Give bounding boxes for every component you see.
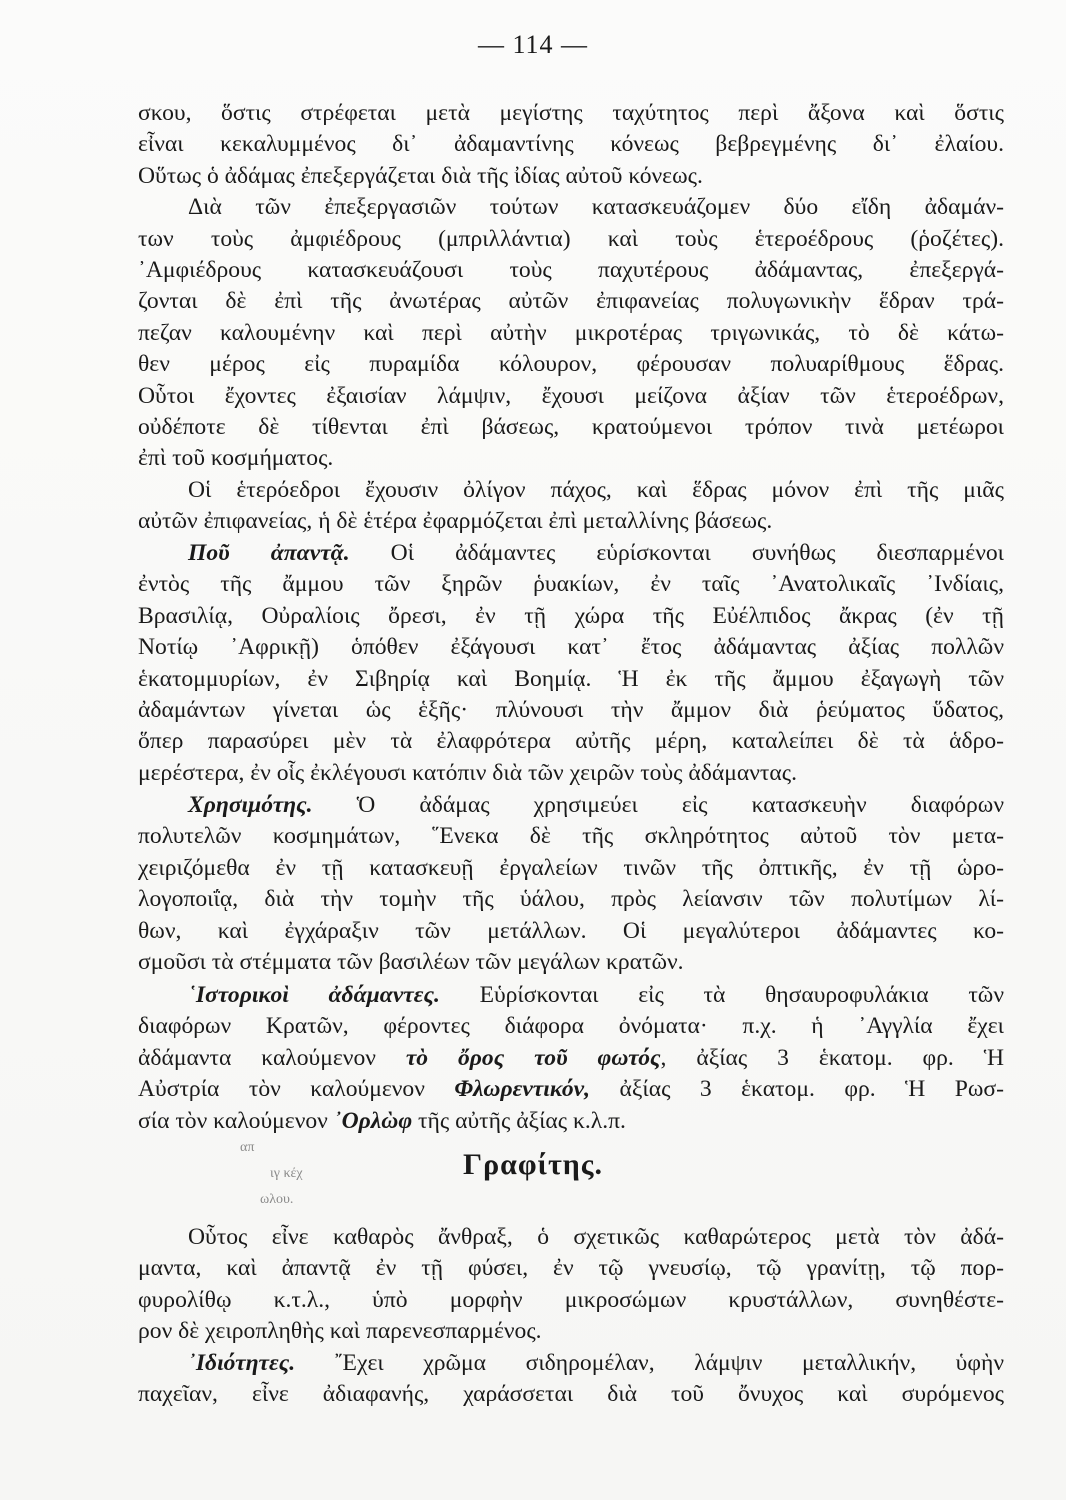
text-line: ρον δὲ χειροπληθὴς καὶ παρενεσπαρμένος. (138, 1318, 542, 1345)
text-line: Νοτίῳ ᾿Αφρικῇ) ὁπόθεν ἐξάγουσι κατ᾽ ἔτος ἀδάμαντας ἀξίας πολλῶν (138, 634, 1004, 661)
page-number: — 114 — (477, 30, 589, 59)
diamond-name-orlov: ᾿Ορλὼφ (333, 1107, 413, 1134)
section-heading-graphite: Γραφίτης. (463, 1148, 603, 1181)
paragraph-where-found (138, 538, 1004, 789)
text-line: φυρολίθῳ κ.τ.λ., ὑπὸ μορφὴν μικροσώμων κρυστάλλων, συνηθέστε- (138, 1286, 1004, 1313)
text-line: διαφόρων Κρατῶν, φέροντες διάφορα ὀνόματα· π.χ. ἡ ᾿Αγγλία ἔχει (138, 1013, 1004, 1040)
text-line: Διὰ τῶν ἐπεξεργασιῶν τούτων κατασκευάζομεν δύο εἴδη ἀδαμάν- (188, 194, 1004, 221)
text-line: ἀδαμάντων γίνεται ὡς ἑξῆς· πλύνουσι τὴν ἄμμον διὰ ῥεύματος ὕδατος, (138, 696, 1004, 723)
text-line: παχεῖαν, εἶνε ἀδιαφανής, χαράσσεται διὰ τοῦ ὄνυχος καὶ συρόμενος (138, 1381, 1004, 1408)
paragraph-usefulness (138, 790, 1004, 978)
diamond-name-florentine: Φλωρεντικόν, (454, 1076, 591, 1103)
text-line: μαντα, καὶ ἀπαντᾷ ἐν τῇ φύσει, ἐν τῷ γνευσίῳ, τῷ γρανίτῃ, τῷ πορ- (138, 1255, 1004, 1282)
text-line: εἶναι κεκαλυμμένος δι᾽ ἀδαμαντίνης κόνεως βεβρεγμένης δι᾽ ἐλαίου. (138, 131, 1004, 158)
text-line: χειριζόμεθα ἐν τῇ κατασκευῇ ἐργαλείων τινῶν τῆς ὀπτικῆς, ἐν τῇ ὡρο- (138, 854, 1004, 881)
text-line: οὐδέποτε δὲ τίθενται ἐπὶ βάσεως, κρατούμενοι τρόπον τινὰ μετέωροι (138, 413, 1004, 440)
text-line: ῾Ιστορικοὶ ἀδάμαντες. Εὑρίσκονται εἰς τὰ θησαυροφυλάκια τῶν (188, 982, 1004, 1008)
text-line: θων, καὶ ἐγχάραξιν τῶν μετάλλων. Οἱ μεγαλύτεροι ἀδάμαντες κο- (138, 917, 1004, 944)
text-line: των τοὺς ἀμφιέδρους (μπριλλάντια) καὶ τοὺς ἑτεροέδρους (ῥοζέτες). (138, 225, 1004, 252)
heading-historic-diamonds: ῾Ιστορικοὶ ἀδάμαντες. (188, 982, 440, 1008)
text-line: σία τὸν καλούμενον ᾿Ορλὼφ τῆς αὐτῆς ἀξίας κ.λ.π. (138, 1107, 626, 1134)
text-line: Χρησιμότης. Ὁ ἀδάμας χρησιμεύει εἰς κατασκευὴν διαφόρων (188, 792, 1004, 818)
heading-properties: ᾿Ιδιότητες. (188, 1350, 296, 1376)
text-line: ἐπὶ τοῦ κοσμήματος. (138, 445, 334, 472)
text-line: σκου, ὅστις στρέφεται μετὰ μεγίστης ταχύτητος περὶ ἄξονα καὶ ὅστις (138, 100, 1004, 126)
text-line: Οὗτος εἶνε καθαρὸς ἄνθραξ, ὁ σχετικῶς καθαρώτερος μετὰ τὸν ἀδά- (188, 1224, 1004, 1250)
text-line: ἀδάμαντα καλούμενον τὸ ὄρος τοῦ φωτός, ἀξίας 3 ἑκατομ. φρ. Ἡ (138, 1044, 1004, 1071)
text-line: πολυτελῶν κοσμημάτων, ῞Ενεκα δὲ τῆς σκληρότητος αὐτοῦ τὸν μετα- (138, 823, 1004, 850)
text-line: Βρασιλίᾳ, Οὐραλίοις ὄρεσι, ἐν τῇ χώρα τῆς Εὐέλπιδος ἄκρας (ἐν τῇ (138, 602, 1004, 629)
paragraph-diamond-cutting (138, 98, 1004, 537)
text-line: Οὕτως ὁ ἀδάμας ἐπεξεργάζεται διὰ τῆς ἰδίας αὐτοῦ κόνεως. (138, 162, 703, 189)
bleed-through-text: ωλου. (260, 1192, 294, 1207)
text-line: Οὗτοι ἔχοντες ἐξαισίαν λάμψιν, ἔχουσι μείζονα ἀξίαν τῶν ἑτεροέδρων, (138, 382, 1004, 409)
text-line: πεζαν καλουμένην καὶ περὶ αὐτὴν μικροτέρας τριγωνικάς, τὸ δὲ κάτω- (138, 319, 1004, 346)
text-line: Ποῦ ἀπαντᾷ. Οἱ ἀδάμαντες εὑρίσκονται συνήθως διεσπαρμένοι (188, 540, 1004, 566)
text-line: σμοῦσι τὰ στέμματα τῶν βασιλέων τῶν μεγάλων κρατῶν. (138, 948, 684, 975)
text-line: ζονται δὲ ἐπὶ τῆς ἀνωτέρας αὐτῶν ἐπιφανείας πολυγωνικὴν ἕδραν τρά- (138, 288, 1004, 315)
text-line: μερέστερα, ἐν οἷς ἐκλέγουσι κατόπιν διὰ τῶν χειρῶν τοὺς ἀδάμαντας. (138, 759, 798, 786)
text-line: ἑκατομμυρίων, ἐν Σιβηρίᾳ καὶ Βοημίᾳ. Ἡ ἐκ τῆς ἄμμου ἐξαγωγὴ τῶν (138, 665, 1004, 692)
text-line: ᾿Ιδιότητες. ῎Εχει χρῶμα σιδηρομέλαν, λάμψιν μεταλλικήν, ὑφὴν (188, 1350, 1004, 1376)
paragraph-historic-diamonds (138, 980, 1004, 1137)
text-line: ὅπερ παρασύρει μὲν τὰ ἐλαφρότερα αὐτῆς μέρη, καταλείπει δὲ τὰ ἁδρο- (138, 728, 1004, 755)
text-line: Αὐστρία τὸν καλούμενον Φλωρεντικόν, ἀξίας 3 ἑκατομ. φρ. Ἡ Ρωσ- (138, 1076, 1005, 1103)
bleed-through-text: ιγ κέχ (270, 1166, 303, 1181)
text-line: ἐντὸς τῆς ἄμμου τῶν ξηρῶν ῥυακίων, ἐν ταῖς ᾿Ανατολικαῖς ᾿Ινδίαις, (138, 571, 1004, 598)
heading-where-found: Ποῦ ἀπαντᾷ. (188, 540, 350, 566)
text-line: ᾿Αμφιέδρους κατασκευάζουσι τοὺς παχυτέρους ἀδάμαντας, ἐπεξεργά- (138, 256, 1004, 283)
text-line: αὐτῶν ἐπιφανείας, ἡ δὲ ἑτέρα ἐφαρμόζεται ἐπὶ μεταλλίνης βάσεως. (138, 508, 773, 535)
bleed-through-text: απ (240, 1140, 255, 1155)
text-line: θεν μέρος εἰς πυραμίδα κόλουρον, φέρουσαν πολυαρίθμους ἕδρας. (138, 351, 1004, 378)
heading-usefulness: Χρησιμότης. (188, 792, 313, 818)
paragraph-graphite (138, 1222, 1004, 1348)
diamond-name-mountain-of-light: τὸ ὄρος τοῦ φωτός (405, 1044, 661, 1071)
paragraph-properties (138, 1348, 1004, 1411)
text-line: Οἱ ἑτερόεδροι ἔχουσιν ὀλίγον πάχος, καὶ ἕδρας μόνον ἐπὶ τῆς μιᾶς (188, 476, 1004, 503)
text-line: λογοποιΐᾳ, διὰ τὴν τομὴν τῆς ὑάλου, πρὸς λείανσιν τῶν πολυτίμων λί- (138, 886, 1004, 913)
